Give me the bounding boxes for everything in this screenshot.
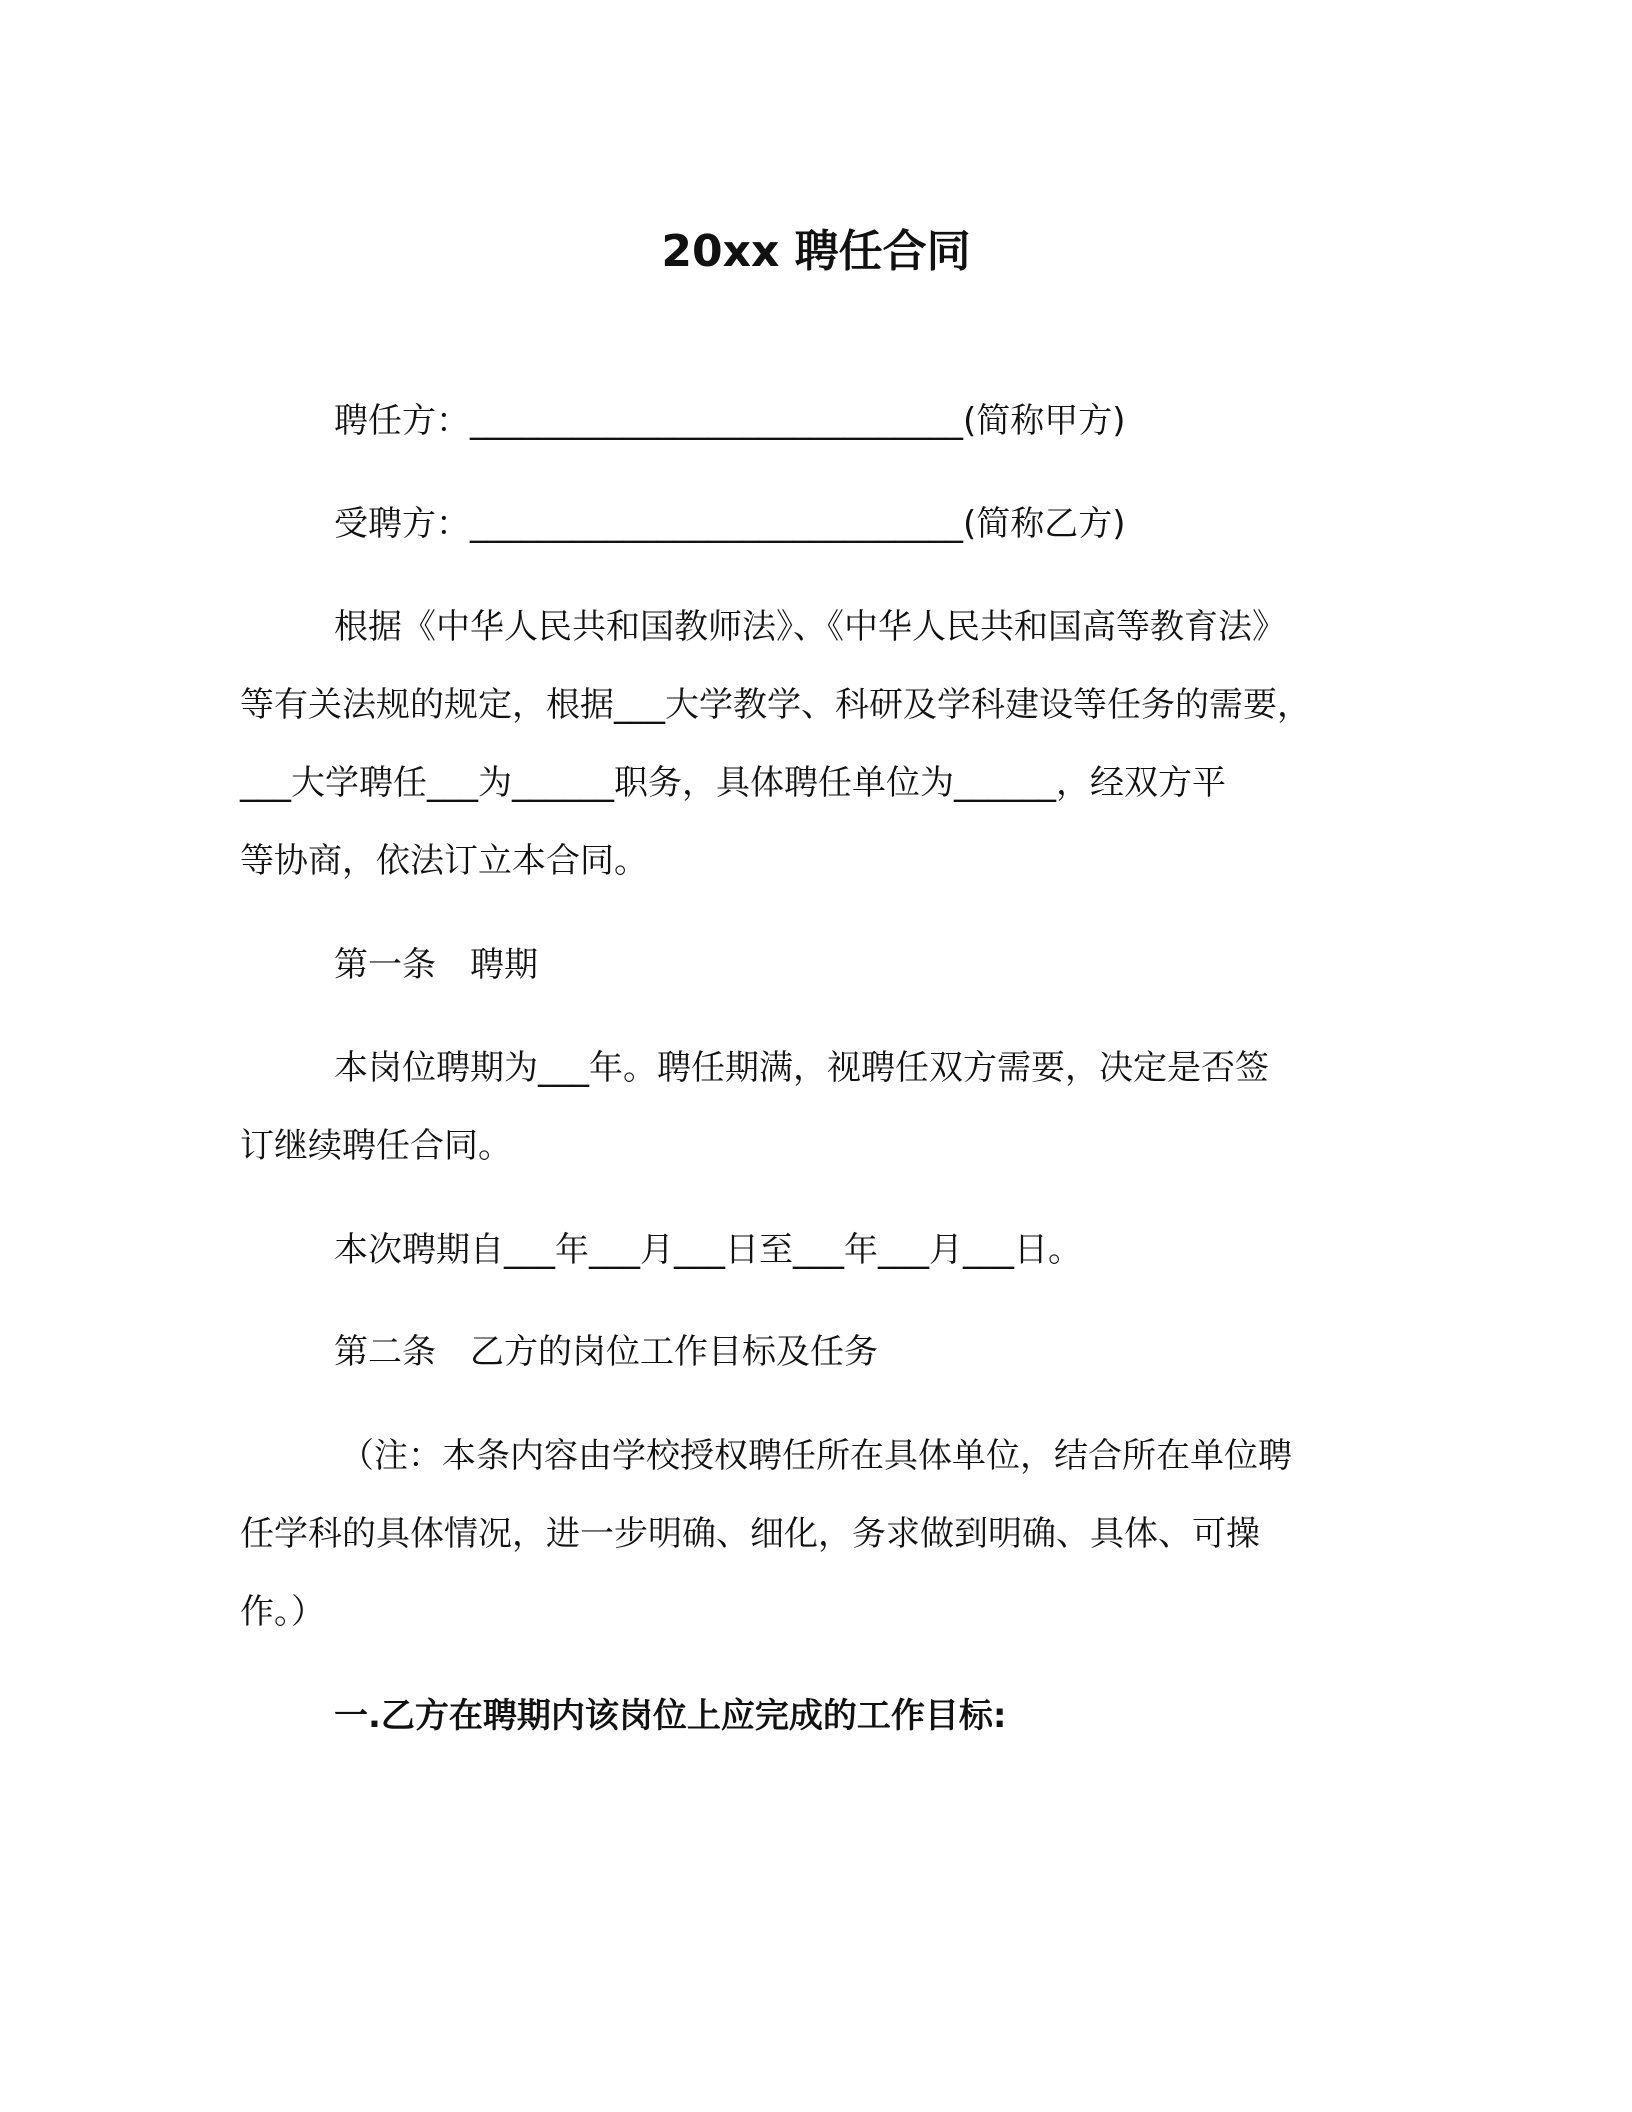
preamble-line-3: ___大学聘任___为______职务，具体聘任单位为______，经双方平 (240, 763, 1226, 803)
work-goals-heading: 一.乙方在聘期内该岗位上应完成的工作目标: (334, 1696, 1007, 1736)
article-1-para-line-1: 本岗位聘期为___年。聘任期满，视聘任双方需要，决定是否签 (334, 1048, 1269, 1088)
article-1-para-line-2: 订继续聘任合同。 (240, 1126, 512, 1166)
preamble-line-1: 根据《中华人民共和国教师法》、《中华人民共和国高等教育法》 (334, 607, 1286, 647)
note-line-3: 作。） (240, 1592, 325, 1632)
article-1-heading: 第一条 聘期 (334, 945, 538, 985)
employee-line: 受聘方：_____________________________(简称乙方) (334, 504, 1126, 544)
document-title: 20xx 聘任合同 (661, 226, 971, 277)
preamble-line-4: 等协商，依法订立本合同。 (240, 841, 648, 881)
preamble-line-2: 等有关法规的规定，根据___大学教学、科研及学科建设等任务的需要， (240, 685, 1311, 725)
note-line-1: （注：本条内容由学校授权聘任所在具体单位，结合所在单位聘 (340, 1436, 1292, 1476)
note-line-2: 任学科的具体情况，进一步明确、细化，务求做到明确、具体、可操 (240, 1514, 1260, 1554)
employer-line: 聘任方：_____________________________(简称甲方) (334, 401, 1126, 441)
term-dates-line: 本次聘期自___年___月___日至___年___月___日。 (334, 1230, 1082, 1270)
article-2-heading: 第二条 乙方的岗位工作目标及任务 (334, 1332, 878, 1372)
